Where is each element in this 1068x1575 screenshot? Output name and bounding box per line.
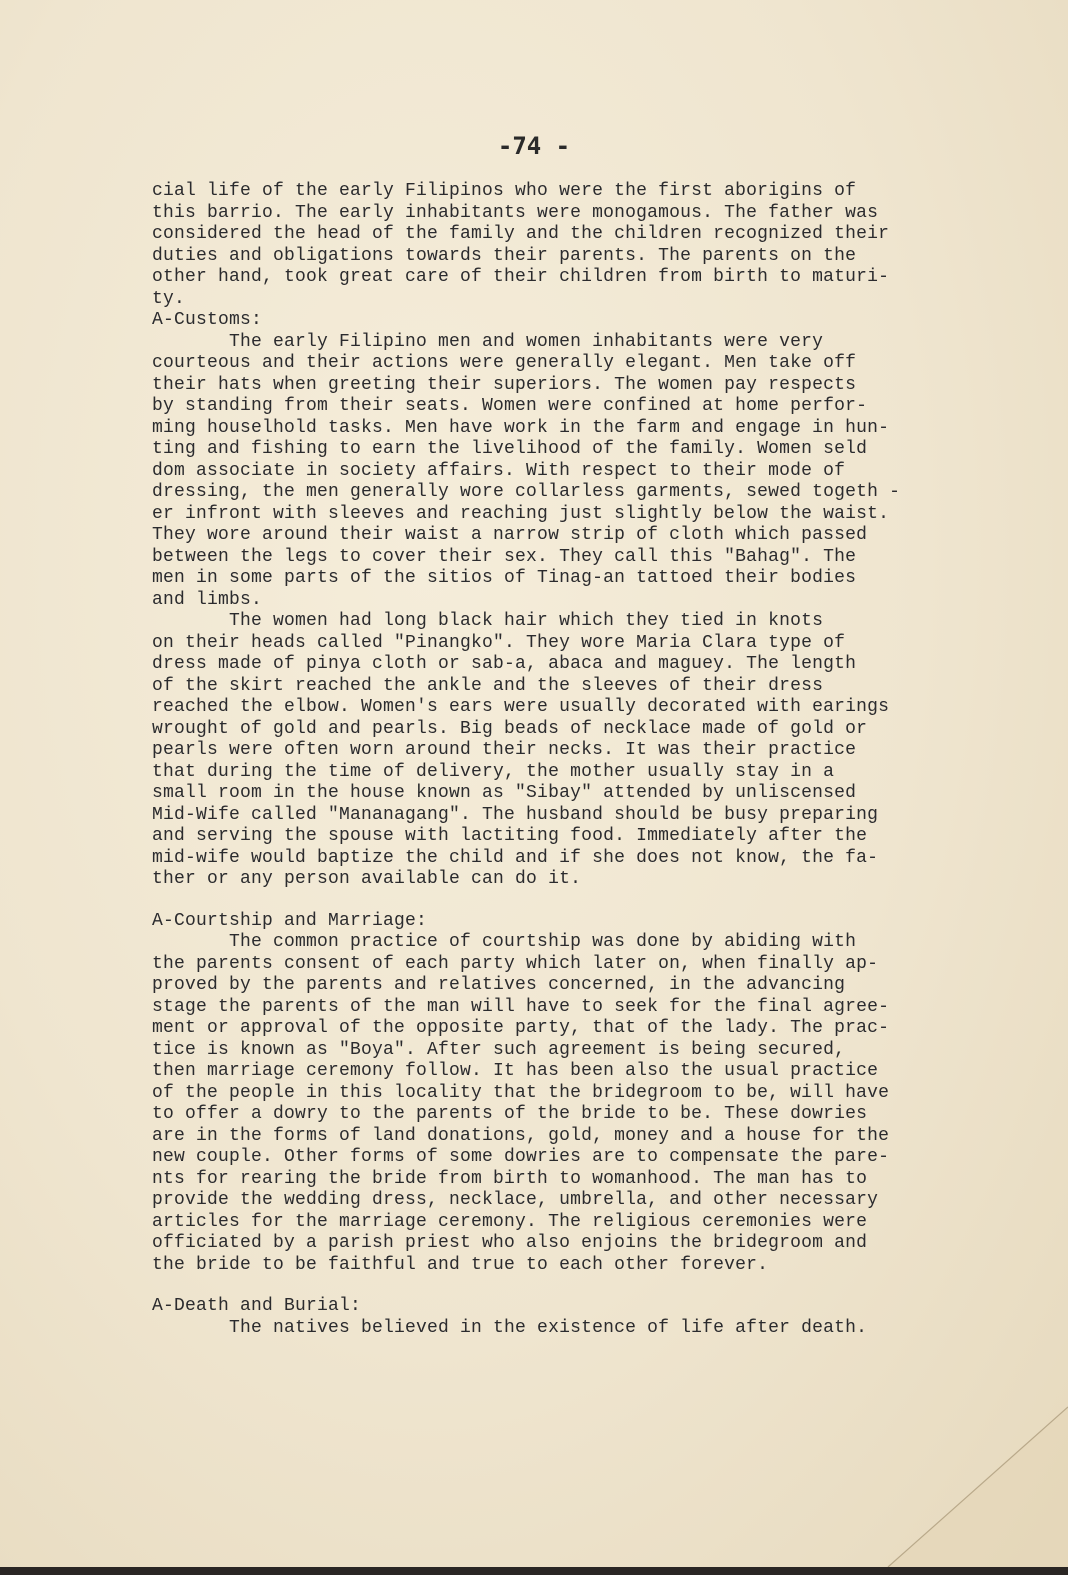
- text-line: men in some parts of the sitios of Tinag-an tattoed their bodies: [152, 568, 857, 588]
- text-line: proved by the parents and relatives concerned, in the advancing: [152, 975, 846, 995]
- text-line: then marriage ceremony follow. It has been also the usual practice: [152, 1061, 879, 1081]
- text-line: dressing, the men generally wore collarless garments, sewed togeth -: [152, 482, 901, 502]
- text-line: other hand, took great care of their children from birth to maturi-: [152, 267, 890, 287]
- text-line: between the legs to cover their sex. They call this "Bahag". The: [152, 546, 857, 567]
- text-line: and serving the spouse with lactiting food. Immediately after the: [152, 826, 868, 846]
- intro-paragraph: [152, 181, 1042, 310]
- text-line: courteous and their actions were generally elegant. Men take off: [152, 353, 857, 373]
- text-line: The common practice of courtship was done by abiding with: [152, 932, 857, 952]
- text-line: mid-wife would baptize the child and if she does not know, the fa-: [152, 847, 879, 868]
- text-line: their hats when greeting their superiors. The women pay respects: [152, 374, 857, 395]
- text-line: the parents consent of each party which later on, when finally ap-: [152, 953, 879, 974]
- section-heading-courtship: A-Courtship and Marriage:: [152, 910, 428, 931]
- text-line: They wore around their waist a narrow strip of cloth which passed: [152, 525, 868, 545]
- text-line: on their heads called "Pinangko". They wore Maria Clara type of: [152, 632, 846, 653]
- text-line: ty.: [152, 288, 186, 309]
- courtship-paragraph: [152, 932, 1042, 1276]
- text-line: The early Filipino men and women inhabitants were very: [152, 331, 824, 352]
- text-line: wrought of gold and pearls. Big beads of necklace made of gold or: [152, 718, 868, 739]
- text-line: by standing from their seats. Women were confined at home perfor-: [152, 396, 868, 416]
- text-line: pearls were often worn around their necks. It was their practice: [152, 740, 857, 760]
- text-line: this barrio. The early inhabitants were monogamous. The father was: [152, 202, 879, 223]
- text-line: The women had long black hair which they tied in knots: [152, 611, 824, 631]
- text-line: provide the wedding dress, necklace, umbrella, and other necessary: [152, 1190, 879, 1210]
- text-line: and limbs.: [152, 589, 263, 610]
- text-line: considered the head of the family and the children recognized their: [152, 224, 890, 244]
- text-line: ment or approval of the opposite party, that of the lady. The prac-: [152, 1018, 890, 1038]
- section-heading-death: A-Death and Burial:: [152, 1296, 362, 1316]
- text-line: ming houselhold tasks. Men have work in the farm and engage in hun-: [152, 417, 890, 438]
- text-line: cial life of the early Filipinos who were the first aborigins of: [152, 181, 857, 201]
- body-text: [152, 181, 1042, 1339]
- page-fold-shadow: [848, 1387, 1068, 1567]
- text-line: Mid-Wife called "Mananagang". The husband should be busy preparing: [152, 804, 879, 825]
- paragraph-gap: [152, 1276, 1042, 1296]
- customs-paragraph-1: [152, 332, 1042, 612]
- customs-paragraph-2: [152, 611, 1042, 891]
- text-line: tice is known as "Boya". After such agreement is being secured,: [152, 1039, 846, 1060]
- text-line: stage the parents of the man will have to seek for the final agree-: [152, 996, 890, 1017]
- text-line: reached the elbow. Women's ears were usually decorated with earings: [152, 697, 890, 717]
- text-line: articles for the marriage ceremony. The religious ceremonies were: [152, 1211, 868, 1232]
- text-line: dom associate in society affairs. With respect to their mode of: [152, 460, 846, 481]
- text-line: that during the time of delivery, the mother usually stay in a: [152, 761, 835, 782]
- text-line: of the people in this locality that the bridegroom to be, will have: [152, 1082, 890, 1103]
- text-line: small room in the house known as "Sibay" attended by unliscensed: [152, 783, 857, 803]
- text-line: dress made of pinya cloth or sab-a, abaca and maguey. The length: [152, 654, 857, 674]
- death-paragraph: [152, 1318, 1042, 1340]
- paragraph-gap: [152, 891, 1042, 911]
- text-line: nts for rearing the bride from birth to womanhood. The man has to: [152, 1168, 868, 1189]
- text-line: to offer a dowry to the parents of the bride to be. These dowries: [152, 1104, 868, 1124]
- text-line: er infront with sleeves and reaching just slightly below the waist.: [152, 503, 890, 524]
- text-line: The natives believed in the existence of life after death.: [152, 1317, 868, 1338]
- bottom-edge: [0, 1567, 1068, 1575]
- text-line: ther or any person available can do it.: [152, 869, 582, 889]
- text-line: new couple. Other forms of some dowries are to compensate the pare-: [152, 1147, 890, 1167]
- text-line: the bride to be faithful and true to each other forever.: [152, 1254, 769, 1275]
- text-line: officiated by a parish priest who also enjoins the bridegroom and: [152, 1233, 868, 1253]
- text-line: ting and fishing to earn the livelihood of the family. Women seld: [152, 439, 868, 459]
- text-line: are in the forms of land donations, gold, money and a house for the: [152, 1125, 890, 1146]
- text-line: of the skirt reached the ankle and the sleeves of their dress: [152, 675, 824, 696]
- text-line: duties and obligations towards their parents. The parents on the: [152, 245, 857, 266]
- section-heading-customs: A-Customs:: [152, 310, 263, 330]
- page-number: -74 -: [497, 132, 571, 160]
